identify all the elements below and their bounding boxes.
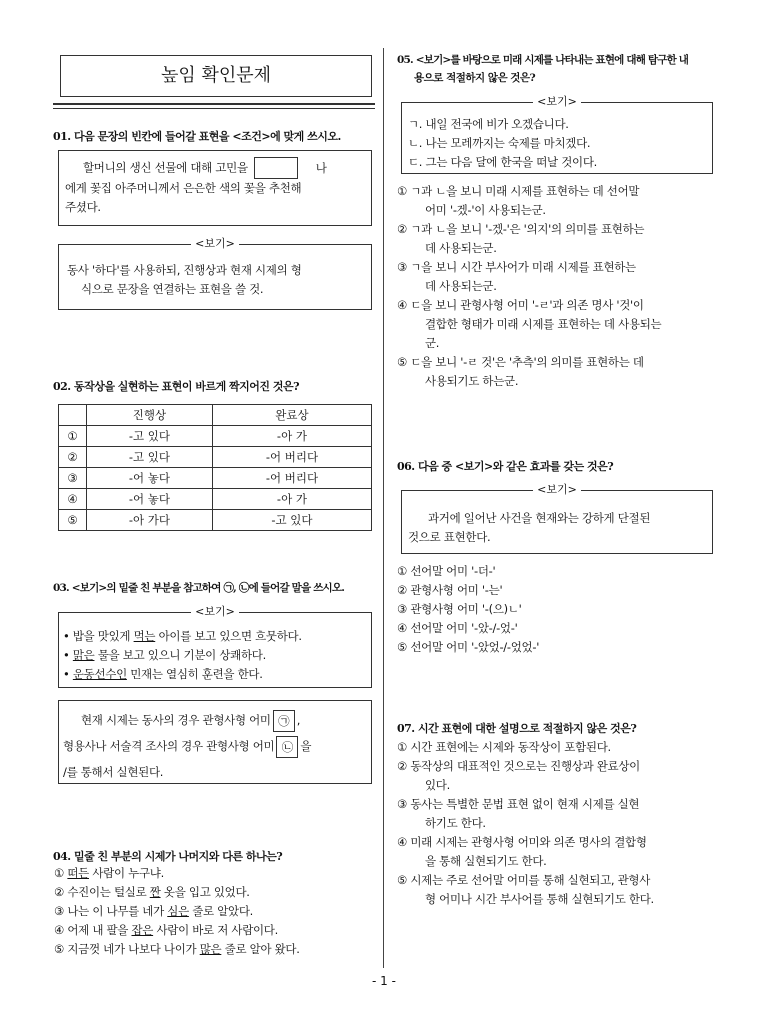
q5-option-2[interactable]: ② ㄱ과 ㄴ을 보니 '-겠-'은 '의지'의 의미를 표현하는 데 사용되는군. [397, 222, 645, 255]
table-cell: -어 버리다 [212, 447, 371, 468]
q3-box-label: <보기> [191, 605, 239, 618]
q2-table [58, 404, 372, 531]
q1-passage-line-3: 주셨다. [65, 200, 101, 214]
table-row[interactable] [59, 510, 372, 531]
q5-example-box [401, 95, 713, 174]
title-divider [53, 103, 375, 105]
q3-example-item: • 밥을 맛있게 먹는 아이를 보고 있으면 흐뭇하다. [63, 629, 302, 643]
q3-example-item: • 운동선수인 민재는 열심히 훈련을 한다. [63, 667, 263, 681]
q4-option-1[interactable]: ① 떠든 사람이 누구냐. [54, 866, 164, 880]
table-header-cell: 진행상 [87, 405, 213, 426]
q1-answer-blank[interactable] [254, 157, 298, 179]
q5-option-5[interactable]: ⑤ ㄷ을 보니 '-ㄹ 것'은 '추측'의 의미를 표현하는 데 사용되기도 하는군. [397, 355, 644, 388]
q5-option-1[interactable]: ① ㄱ과 ㄴ을 보니 미래 시제를 표현하는 데 선어말 어미 '-겠-'이 사용되는군. [397, 184, 640, 217]
q7-option-5[interactable]: ⑤ 시제는 주로 선어말 어미를 통해 실현되고, 관형사 형 어미나 시간 부사어를 통해 실현되기도 한다. [397, 873, 654, 906]
q5-option-4[interactable]: ④ ㄷ을 보니 관형사형 어미 '-ㄹ'과 의존 명사 '것'이 결합한 형태가 미래 시제를 표현하는 데 사용되는 군. [397, 298, 662, 350]
q6-option-3[interactable]: ③ 관형사형 어미 '-(으)ㄴ' [397, 602, 522, 616]
q3-blank-2[interactable]: ㉡ [276, 736, 298, 758]
q1-condition-box [58, 237, 372, 310]
q6-box-label: <보기> [533, 483, 581, 496]
table-cell: -아 가 [212, 426, 371, 447]
q7-option-3[interactable]: ③ 동사는 특별한 문법 표현 없이 현재 시제를 실현 하기도 한다. [397, 797, 640, 830]
table-cell: -어 버리다 [212, 468, 371, 489]
q1-box-line-2: 식으로 문장을 연결하는 표현을 쓸 것. [81, 282, 264, 296]
q5-example-item: ㄷ. 그는 다음 달에 한국을 떠날 것이다. [408, 155, 597, 169]
q1-box-label: <보기> [191, 237, 239, 250]
q7-option-4[interactable]: ④ 미래 시제는 관형사형 어미와 의존 명사의 결합형 을 통해 실현되기도 한다. [397, 835, 647, 868]
q5-options [397, 182, 717, 391]
q1-passage-a: 할머니의 생신 선물에 대해 고민을 [83, 160, 248, 175]
q3-answer-line-3: /를 통해서 실현된다. [63, 765, 164, 779]
question-5-line-1: 05. <보기>를 바탕으로 미래 시제를 나타내는 표현에 대해 탐구한 내 [397, 54, 689, 66]
table-row[interactable] [59, 447, 372, 468]
table-row[interactable] [59, 426, 372, 447]
table-row[interactable] [59, 468, 372, 489]
q4-option-2[interactable]: ② 수진이는 털실로 짠 옷을 입고 있었다. [54, 885, 250, 899]
q6-options [397, 562, 717, 657]
q5-box-label: <보기> [533, 95, 581, 108]
table-cell: -아 가다 [87, 510, 213, 531]
q6-example-box [401, 483, 713, 554]
q7-option-2[interactable]: ② 동작상의 대표적인 것으로는 진행상과 완료상이 있다. [397, 759, 640, 792]
q1-passage-line-2: 에게 꽃집 아주머니께서 은은한 색의 꽃을 추천해 [65, 181, 302, 195]
table-cell: -고 있다 [87, 426, 213, 447]
q4-option-4[interactable]: ④ 어제 내 팔을 잡은 사람이 바로 저 사람이다. [54, 923, 278, 937]
q1-box-line-1: 동사 '하다'를 사용하되, 진행상과 현재 시제의 형 [67, 263, 302, 277]
q3-answer-line-1: 현재 시제는 동사의 경우 관형사형 어미 [81, 713, 271, 727]
q5-example-item: ㄴ. 나는 모레까지는 숙제를 마치겠다. [408, 136, 591, 150]
title-divider-thin [53, 108, 375, 109]
table-cell: -어 놓다 [87, 468, 213, 489]
page-number: - 1 - [372, 974, 396, 988]
q3-blank-1[interactable]: ㉠ [273, 710, 295, 732]
table-cell: ① [59, 426, 87, 447]
table-row[interactable] [59, 489, 372, 510]
q3-example-box [58, 605, 372, 688]
q6-option-4[interactable]: ④ 선어말 어미 '-았-/-었-' [397, 621, 518, 635]
question-3: 03. <보기>의 밑줄 친 부분을 참고하여 ㉠, ㉡에 들어갈 말을 쓰시오. [53, 582, 345, 594]
question-4: 04. 밑줄 친 부분의 시제가 나머지와 다른 하나는? [53, 850, 283, 863]
q6-box-line-2: 것으로 표현한다. [408, 530, 491, 544]
table-cell: ② [59, 447, 87, 468]
question-2: 02. 동작상을 실현하는 표현이 바르게 짝지어진 것은? [53, 380, 300, 393]
table-header-row [59, 405, 372, 426]
table-cell: -아 가 [212, 489, 371, 510]
table-cell: ③ [59, 468, 87, 489]
question-5-line-2: 용으로 적절하지 않은 것은? [414, 72, 536, 84]
question-6: 06. 다음 중 <보기>와 같은 효과를 갖는 것은? [397, 460, 614, 473]
q5-example-item: ㄱ. 내일 전국에 비가 오겠습니다. [408, 117, 569, 131]
q1-passage-box [58, 150, 372, 226]
page-title: 높임 확인문제 [60, 55, 372, 97]
q5-option-3[interactable]: ③ ㄱ을 보니 시간 부사어가 미래 시제를 표현하는 데 사용되는군. [397, 260, 636, 293]
column-divider [383, 48, 384, 968]
q6-box-line-1: 과거에 일어난 사건을 현재와는 강하게 단절된 [428, 511, 651, 525]
q6-option-2[interactable]: ② 관형사형 어미 '-는' [397, 583, 503, 597]
q3-example-item: • 맑은 물을 보고 있으니 기분이 상쾌하다. [63, 648, 266, 662]
question-7: 07. 시간 표현에 대한 설명으로 적절하지 않은 것은? [397, 722, 637, 735]
q6-option-1[interactable]: ① 선어말 어미 '-더-' [397, 564, 496, 578]
table-cell: ④ [59, 489, 87, 510]
q3-answer-box: 현재 시제는 동사의 경우 관형사형 어미 ㉠ , 형용사나 서술격 조사의 경우 관형사형 어미 ㉡ 을 /를 통해서 실현된다. [58, 700, 372, 784]
question-1: 01. 다음 문장의 빈칸에 들어갈 표현을 <조건>에 맞게 쓰시오. [53, 130, 341, 143]
q4-option-5[interactable]: ⑤ 지금껏 네가 나보다 나이가 많은 줄로 알아 왔다. [54, 942, 300, 956]
table-cell: -어 놓다 [87, 489, 213, 510]
q4-option-3[interactable]: ③ 나는 이 나무를 네가 심은 줄로 알았다. [54, 904, 254, 918]
table-cell: -고 있다 [87, 447, 213, 468]
q3-answer-line-2: 형용사나 서술격 조사의 경우 관형사형 어미 [63, 739, 275, 753]
q7-option-1[interactable]: ① 시간 표현에는 시제와 동작상이 포함된다. [397, 740, 611, 754]
q6-option-5[interactable]: ⑤ 선어말 어미 '-았었-/-었었-' [397, 640, 540, 654]
table-header-cell: 완료상 [212, 405, 371, 426]
q1-passage-b: 나 [315, 160, 327, 175]
q4-options [54, 864, 374, 959]
q7-options [397, 738, 717, 909]
table-header-cell [59, 405, 87, 426]
table-cell: -고 있다 [212, 510, 371, 531]
table-cell: ⑤ [59, 510, 87, 531]
